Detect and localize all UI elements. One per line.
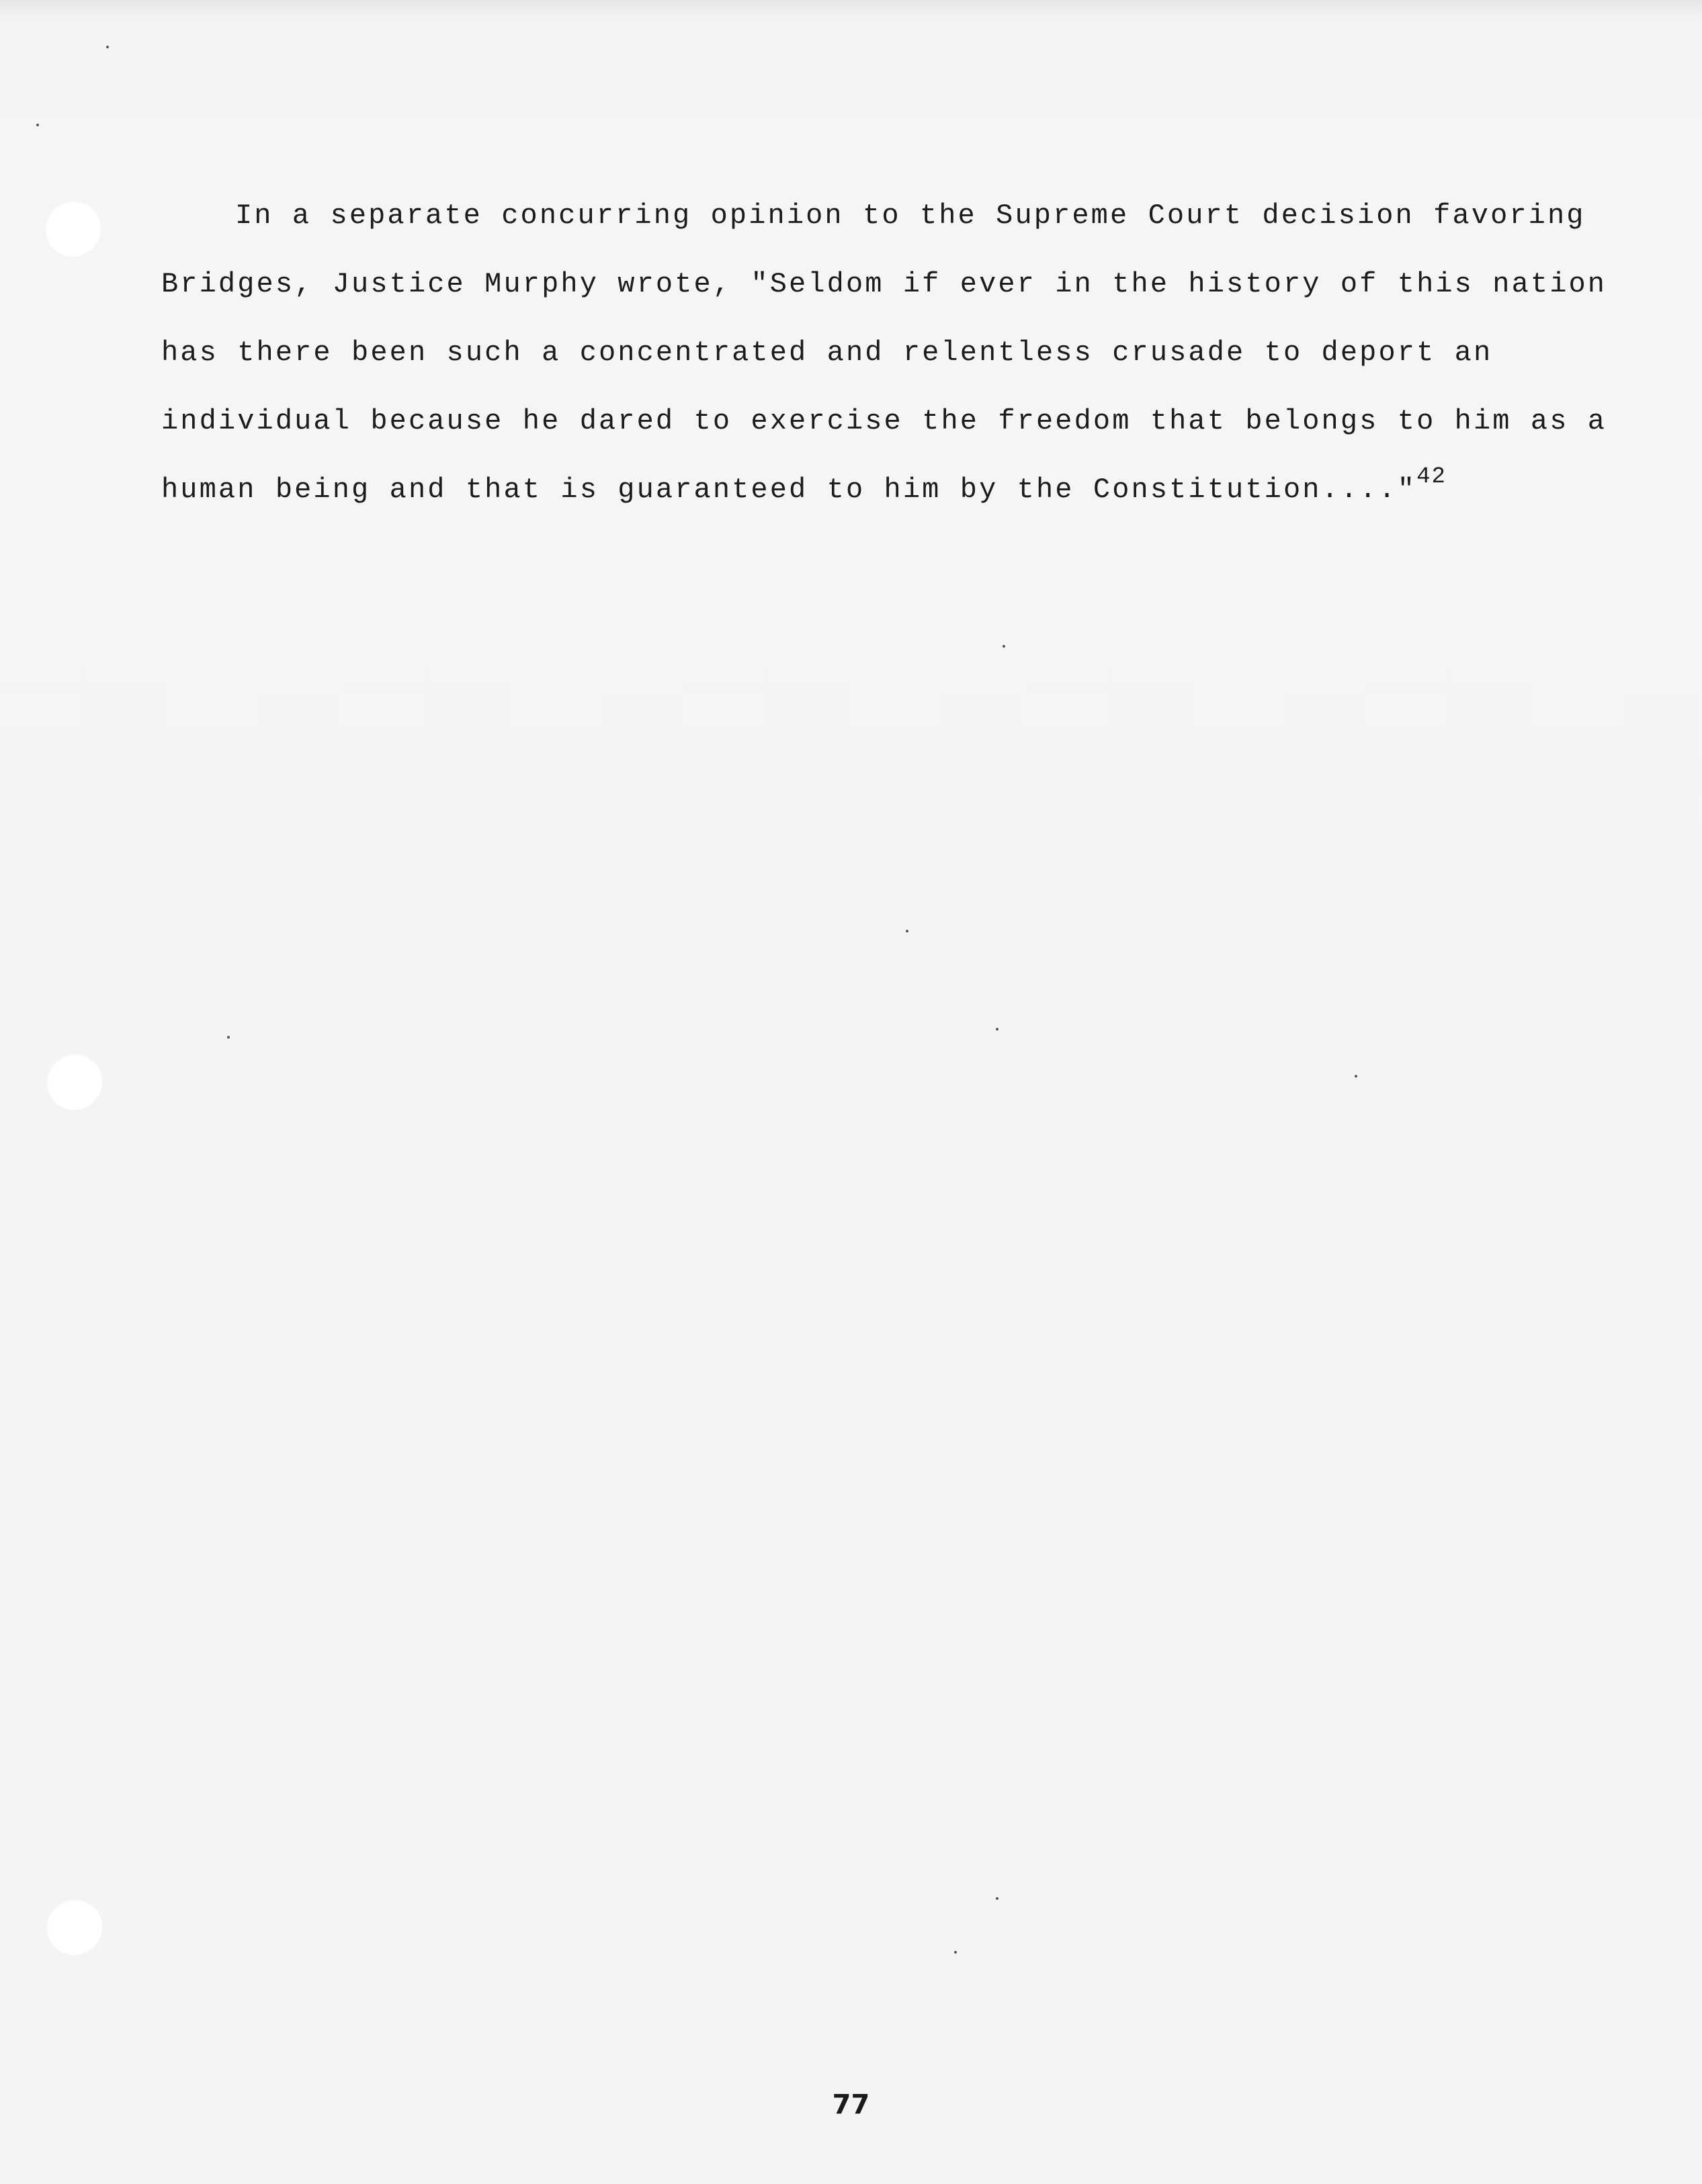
paper-speck — [1355, 1075, 1357, 1078]
paragraph-line-4: individual because he dared to exercise the freedom that belongs to him as a — [161, 405, 1607, 437]
footnote-reference: 42 — [1416, 464, 1447, 490]
paragraph-line-5 — [161, 455, 1559, 526]
paragraph-line-2: Bridges, Justice Murphy wrote, "Seldom if ever in the history of this nation — [161, 268, 1607, 300]
punch-hole-top — [44, 200, 101, 257]
paper-speck — [36, 124, 39, 126]
paper-speck — [227, 1036, 230, 1039]
paper-speck — [106, 46, 109, 48]
paper-speck — [996, 1897, 998, 1900]
paper-speck — [996, 1028, 998, 1031]
punch-hole-middle — [46, 1053, 102, 1110]
paragraph-line-1: In a separate concurring opinion to the Supreme Court decision favoring — [235, 200, 1586, 232]
paper-speck — [906, 930, 908, 932]
body-paragraph — [161, 181, 1607, 526]
punch-hole-bottom — [46, 1898, 102, 1955]
paper-speck — [1003, 645, 1005, 648]
paragraph-line-3: has there been such a concentrated and relentless crusade to deport an — [161, 337, 1493, 369]
paragraph-line-5-text: human being and that is guaranteed to him by the Constitution...." — [161, 474, 1417, 506]
paper-speck — [954, 1951, 957, 1954]
page-number: 77 — [832, 2089, 870, 2120]
